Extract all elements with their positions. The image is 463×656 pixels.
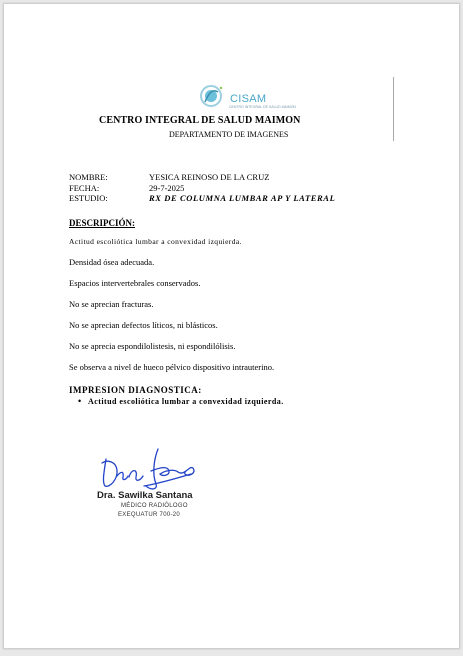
description-line: Actitud escoliótica lumbar a convexidad izquierda. xyxy=(69,237,242,246)
description-heading: DESCRIPCIÓN: xyxy=(69,218,136,228)
description-line: Se observa a nivel de hueco pélvico dispositivo intrauterino. xyxy=(69,362,275,372)
study-label: ESTUDIO: xyxy=(69,193,108,203)
description-line: No se aprecian defectos líticos, ni blásticos. xyxy=(69,320,218,330)
description-line: Espacios intervertebrales conservados. xyxy=(69,278,201,288)
description-line: No se aprecian fracturas. xyxy=(69,299,154,309)
logo-text: CISAM xyxy=(230,93,267,105)
impression-item: • Actitud escoliótica lumbar a convexidad izquierda. xyxy=(88,397,284,406)
description-line: Densidad ósea adecuada. xyxy=(69,257,155,267)
impression-heading: IMPRESION DIAGNOSTICA: xyxy=(69,385,202,395)
patient-name-value: YESICA REINOSO DE LA CRUZ xyxy=(149,172,270,182)
study-value: RX DE COLUMNA LUMBAR AP Y LATERAL xyxy=(149,193,336,203)
signature-exequatur: EXEQUATUR 700-20 xyxy=(118,512,181,518)
date-value: 29-7-2025 xyxy=(149,183,185,193)
date-label: FECHA: xyxy=(69,183,100,193)
signature-title: MÉDICO RADIÓLOGO xyxy=(121,503,188,509)
report-page xyxy=(3,3,460,649)
logo-subtext: CENTRO INTEGRAL DE SALUD MAIMON xyxy=(229,105,296,109)
signature-name: Dra. Sawilka Santana xyxy=(97,490,193,501)
patient-name-label: NOMBRE: xyxy=(69,172,108,182)
department-name: DEPARTAMENTO DE IMAGENES xyxy=(169,130,289,139)
header-divider xyxy=(393,77,394,141)
organization-title: CENTRO INTEGRAL DE SALUD MAIMON xyxy=(99,115,301,126)
description-line: No se aprecia espondilolistesis, ni espondilólisis. xyxy=(69,341,236,351)
